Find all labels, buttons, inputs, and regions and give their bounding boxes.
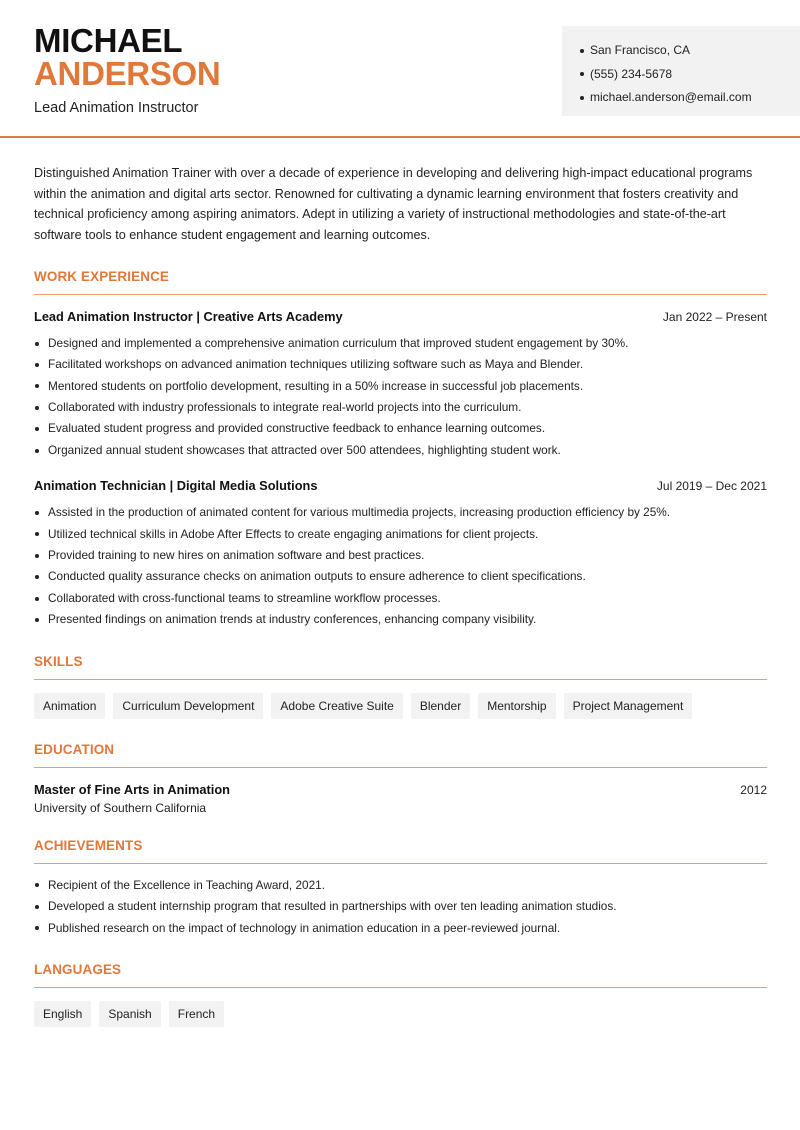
- job-entry: [34, 478, 767, 630]
- graduation-year: 2012: [740, 782, 767, 797]
- job-bullets: [34, 502, 767, 630]
- skill-tag: Curriculum Development: [113, 693, 263, 719]
- job-entry-title: Animation Technician | Digital Media Solutions: [34, 478, 318, 494]
- bullet-text: Developed a student internship program that resulted in partnerships with over ten leading animation studios.: [48, 899, 617, 914]
- bullet-text: Evaluated student progress and provided constructive feedback to enhance learning outcomes.: [48, 421, 546, 436]
- email-text: michael.anderson@email.com: [590, 90, 752, 104]
- work-experience-heading: WORK EXPERIENCE: [34, 269, 767, 295]
- languages-tags: [34, 1001, 767, 1027]
- bullet-icon: [35, 926, 39, 930]
- job-title: Lead Animation Instructor: [34, 100, 199, 116]
- list-item: [34, 609, 767, 630]
- list-item: [34, 354, 767, 375]
- bullet-text: Mentored students on portfolio development, resulting in a 50% increase in successful job placements.: [48, 378, 584, 393]
- job-entry-date: Jan 2022 – Present: [662, 309, 767, 324]
- bullet-text: Published research on the impact of technology in animation education in a peer-reviewed journal.: [48, 920, 561, 935]
- bullet-icon: [35, 597, 39, 601]
- language-tag: Spanish: [99, 1001, 160, 1027]
- bullet-text: Collaborated with industry professionals to integrate real-world projects into the curriculum.: [48, 400, 522, 415]
- language-tag: English: [34, 1001, 91, 1027]
- list-item: [34, 918, 767, 939]
- achievements-heading: ACHIEVEMENTS: [34, 838, 767, 864]
- job-entry: [34, 309, 767, 461]
- bullet-text: Designed and implemented a comprehensive animation curriculum that improved student engagement by 30%.: [48, 335, 629, 350]
- skills-tags: [34, 693, 767, 719]
- education-heading: EDUCATION: [34, 742, 767, 768]
- contact-phone: [580, 63, 800, 87]
- first-name: MICHAEL: [34, 22, 183, 59]
- bullet-text: Organized annual student showcases that attracted over 500 attendees, highlighting student work.: [48, 442, 561, 457]
- bullet-icon: [35, 342, 39, 346]
- list-item: [34, 524, 767, 545]
- candidate-name: [34, 24, 220, 90]
- skill-tag: Animation: [34, 693, 105, 719]
- phone-text: (555) 234-5678: [590, 66, 673, 81]
- list-item: [34, 440, 767, 461]
- summary-paragraph: Distinguished Animation Trainer with over a decade of experience in developing and delivering high-impact educational programs within the animation and digital arts sector. Renowned for cultivating a dynamic learning environment that fosters creativity and technical proficiency among aspiring animators. Adept in utilizing a variety of instructional methodologies and state-of-the-art software tools to enhance student engagement and learning outcomes.: [34, 166, 753, 243]
- bullet-text: Provided training to new hires on animation software and best practices.: [48, 548, 425, 563]
- skill-tag: Blender: [411, 693, 470, 719]
- list-item: [34, 545, 767, 566]
- languages-heading: LANGUAGES: [34, 962, 767, 988]
- bullet-icon: [35, 554, 39, 558]
- degree: Master of Fine Arts in Animation: [34, 781, 230, 797]
- bullet-text: Assisted in the production of animated content for various multimedia projects, increasing production efficiency by 25%.: [48, 505, 671, 520]
- list-item: [34, 566, 767, 587]
- bullet-icon: [35, 363, 39, 367]
- list-item: [34, 397, 767, 418]
- school-name: University of Southern California: [34, 800, 207, 815]
- list-item: [34, 896, 767, 917]
- resume-body: [34, 163, 767, 1027]
- bullet-text: Recipient of the Excellence in Teaching Award, 2021.: [48, 877, 325, 892]
- bullet-text: Conducted quality assurance checks on animation outputs to ensure adherence to client specifications.: [48, 569, 586, 584]
- education-entry: [34, 782, 767, 815]
- bullet-text: Utilized technical skills in Adobe After Effects to create engaging animations for client projects.: [48, 526, 539, 541]
- bullet-text: Facilitated workshops on advanced animation techniques utilizing software such as Maya and Blender.: [48, 357, 584, 372]
- bullet-icon: [35, 449, 39, 453]
- achievements-list: [34, 875, 767, 939]
- bullet-icon: [35, 532, 39, 536]
- bullet-icon: [35, 575, 39, 579]
- skills-heading: SKILLS: [34, 654, 767, 680]
- contact-email: [580, 86, 800, 110]
- skill-tag: Adobe Creative Suite: [271, 693, 402, 719]
- bullet-icon: [35, 384, 39, 388]
- contact-location: [580, 39, 800, 63]
- list-item: [34, 333, 767, 354]
- bullet-text: Collaborated with cross-functional teams to streamline workflow processes.: [48, 590, 441, 605]
- contact-box: [562, 26, 800, 116]
- job-entry-date: Jul 2019 – Dec 2021: [656, 479, 767, 494]
- bullet-text: Presented findings on animation trends at industry conferences, enhancing company visibility.: [48, 612, 537, 627]
- job-bullets: [34, 333, 767, 461]
- bullet-icon: [35, 905, 39, 909]
- list-item: [34, 502, 767, 523]
- bullet-icon: [35, 406, 39, 410]
- bullet-icon: [580, 72, 584, 76]
- bullet-icon: [580, 96, 584, 100]
- skill-tag: Project Management: [564, 693, 693, 719]
- job-entry-title: Lead Animation Instructor | Creative Arts Academy: [34, 308, 343, 324]
- bullet-icon: [35, 427, 39, 431]
- location-text: San Francisco, CA: [590, 43, 691, 57]
- bullet-icon: [580, 49, 584, 53]
- skill-tag: Mentorship: [478, 693, 555, 719]
- bullet-icon: [35, 511, 39, 515]
- list-item: [34, 875, 767, 896]
- bullet-icon: [35, 618, 39, 622]
- last-name: ANDERSON: [34, 55, 221, 92]
- list-item: [34, 588, 767, 609]
- language-tag: French: [169, 1001, 224, 1027]
- resume-header: [0, 0, 800, 138]
- bullet-icon: [35, 883, 39, 887]
- list-item: [34, 376, 767, 397]
- list-item: [34, 418, 767, 439]
